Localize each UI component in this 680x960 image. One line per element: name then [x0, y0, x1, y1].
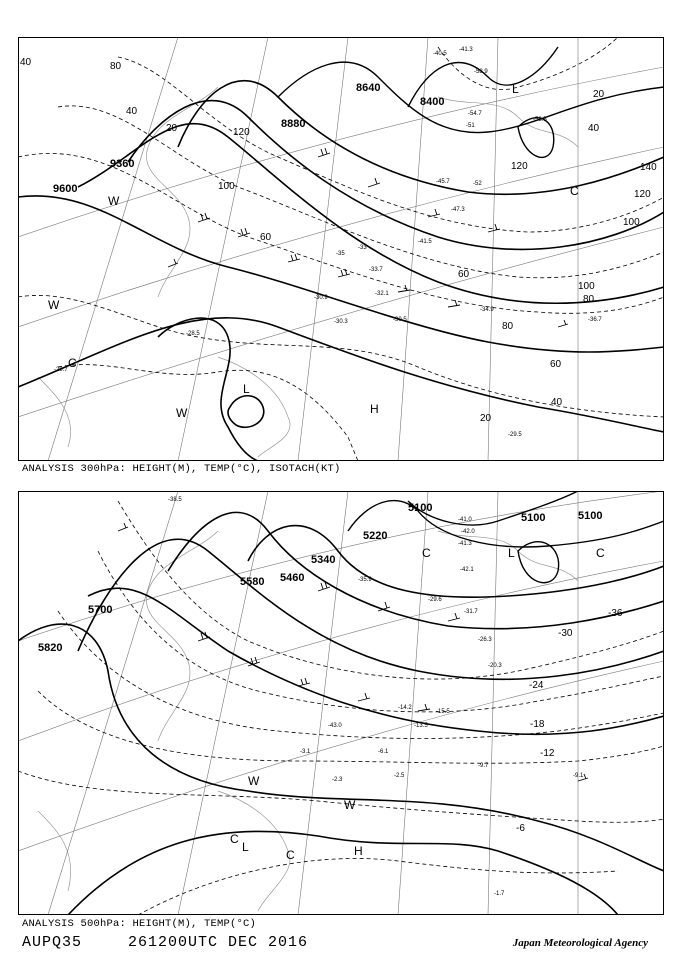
isotach-label: 120: [511, 161, 528, 172]
station-temp: -54.7: [468, 111, 482, 117]
warm-center-label: W: [248, 774, 260, 788]
isotach-label: 80: [502, 321, 514, 332]
coastline: [38, 87, 578, 457]
isotherm-label: -18: [530, 719, 545, 730]
station-temp: -58.9: [474, 69, 488, 75]
isotach-label: 80: [110, 61, 122, 72]
isotach-label: 100: [623, 217, 640, 228]
wind-barbs: [118, 523, 588, 781]
warm-center-label: W: [344, 798, 356, 812]
chart-500hpa: [18, 491, 664, 915]
station-temp: -2.3: [332, 777, 343, 783]
station-temp: -35.9: [358, 577, 372, 583]
isotherms: [18, 37, 664, 461]
agency-name: Japan Meteorological Agency: [512, 937, 648, 949]
height-contours: [18, 491, 664, 915]
low-center-label: L: [508, 546, 515, 560]
warm-center-label: W: [176, 406, 188, 420]
isotherms: [18, 501, 664, 915]
station-temp: -34.9: [480, 307, 494, 313]
station-temp: -41.3: [459, 47, 473, 53]
isotach-label: 100: [218, 181, 235, 192]
station-temp: -33: [358, 245, 367, 251]
station-temp: -52: [473, 181, 482, 187]
isotach-label: 20: [480, 413, 492, 424]
height-label: 5580: [240, 576, 265, 588]
station-temp: -9.7: [478, 763, 489, 769]
height-label: 8400: [420, 96, 445, 108]
height-label: 9600: [53, 183, 78, 195]
warm-center-label: W: [108, 194, 120, 208]
valid-time: 261200UTC DEC 2016: [128, 934, 309, 951]
isotach-label: 120: [634, 189, 651, 200]
isotach-label: 40: [588, 123, 600, 134]
cold-center-label: C: [68, 356, 77, 370]
station-temp: -40.5: [433, 51, 447, 57]
station-temp: -41.0: [458, 517, 472, 523]
height-label: 9360: [110, 158, 135, 170]
low-center-label: L: [512, 82, 519, 96]
station-temp: -38.5: [168, 497, 182, 503]
isotach-label: 20: [593, 89, 605, 100]
station-temp: -31.7: [464, 609, 478, 615]
station-temp: -30.5: [393, 317, 407, 323]
isotach-label: 60: [550, 359, 562, 370]
isotherm-label: -6: [516, 823, 525, 834]
isotach-label: 20: [166, 123, 178, 134]
height-label: 5220: [363, 530, 388, 542]
station-temp: -36.7: [588, 317, 602, 323]
station-temp: -45.7: [436, 179, 450, 185]
panel-caption-300hpa: ANALYSIS 300hPa: HEIGHT(M), TEMP(°C), ISOTACH(KT): [22, 463, 341, 475]
height-label: 5460: [280, 572, 305, 584]
height-label: 5700: [88, 604, 113, 616]
station-temp: -53.5: [533, 117, 547, 123]
isotach-label: 60: [458, 269, 470, 280]
cold-center-label: C: [570, 184, 579, 198]
station-temp: -47.3: [451, 207, 465, 213]
isotach-label: 40: [551, 397, 563, 408]
station-temp: -41.5: [418, 239, 432, 245]
cold-center-label: C: [596, 546, 605, 560]
station-temp: -29.6: [428, 597, 442, 603]
high-center-label: H: [354, 844, 363, 858]
isotherm-label: -12: [540, 748, 555, 759]
isotach-label: 40: [20, 57, 32, 68]
chart-300hpa: [18, 37, 664, 461]
product-code: AUPQ35: [22, 934, 83, 951]
isotach-label: 40: [126, 106, 138, 117]
station-temp: -2.5: [394, 773, 405, 779]
station-temp: -6.1: [378, 749, 389, 755]
isotherm-label: -36: [608, 608, 623, 619]
station-temp: -51: [466, 123, 475, 129]
height-label: 5100: [408, 502, 433, 514]
station-temp: -41.3: [458, 541, 472, 547]
station-temp: -14.2: [398, 705, 412, 711]
height-label: 8640: [356, 82, 381, 94]
map-panel-500hpa: [18, 491, 664, 915]
height-label: 5100: [578, 510, 603, 522]
graticule: [18, 37, 664, 461]
isotherm-label: -30: [558, 628, 573, 639]
isotach-label: 60: [260, 232, 272, 243]
station-temp: -29.7: [54, 367, 68, 373]
station-temp: -1.7: [494, 891, 505, 897]
height-label: 8880: [281, 118, 306, 130]
station-temp: -43.0: [328, 723, 342, 729]
station-temp: -28.5: [186, 331, 200, 337]
station-temp: -26.3: [478, 637, 492, 643]
warm-center-label: W: [48, 298, 60, 312]
height-label: 5100: [521, 512, 546, 524]
station-temp: -30.9: [314, 295, 328, 301]
cold-center-label: C: [286, 848, 295, 862]
station-temp: -42.0: [461, 529, 475, 535]
station-temp: -3.1: [300, 749, 311, 755]
station-temp: -33.7: [369, 267, 383, 273]
station-temp: -20.3: [488, 663, 502, 669]
high-center-label: H: [370, 402, 379, 416]
panel-caption-500hpa: ANALYSIS 500hPa: HEIGHT(M), TEMP(°C): [22, 918, 257, 930]
isotach-label: 80: [583, 294, 595, 305]
station-temp: -15.5: [436, 709, 450, 715]
isotherm-label: -24: [529, 680, 544, 691]
isotach-label: 140: [640, 162, 657, 173]
low-center-label: L: [243, 382, 250, 396]
height-label: 5340: [311, 554, 336, 566]
isotach-label: 120: [233, 127, 250, 138]
station-temp: -29.5: [508, 432, 522, 438]
station-temp: -30.3: [334, 319, 348, 325]
isotach-label: 100: [578, 281, 595, 292]
height-label: 5820: [38, 642, 63, 654]
low-center-label: L: [242, 840, 249, 854]
cold-center-label: C: [422, 546, 431, 560]
station-temp: -35: [336, 251, 345, 257]
station-temp: -32.1: [375, 291, 389, 297]
station-temp: -42.1: [460, 567, 474, 573]
map-panel-300hpa: [18, 37, 664, 461]
cold-center-label: C: [230, 832, 239, 846]
station-temp: -13.5: [414, 723, 428, 729]
station-temp: -9.1: [573, 773, 584, 779]
